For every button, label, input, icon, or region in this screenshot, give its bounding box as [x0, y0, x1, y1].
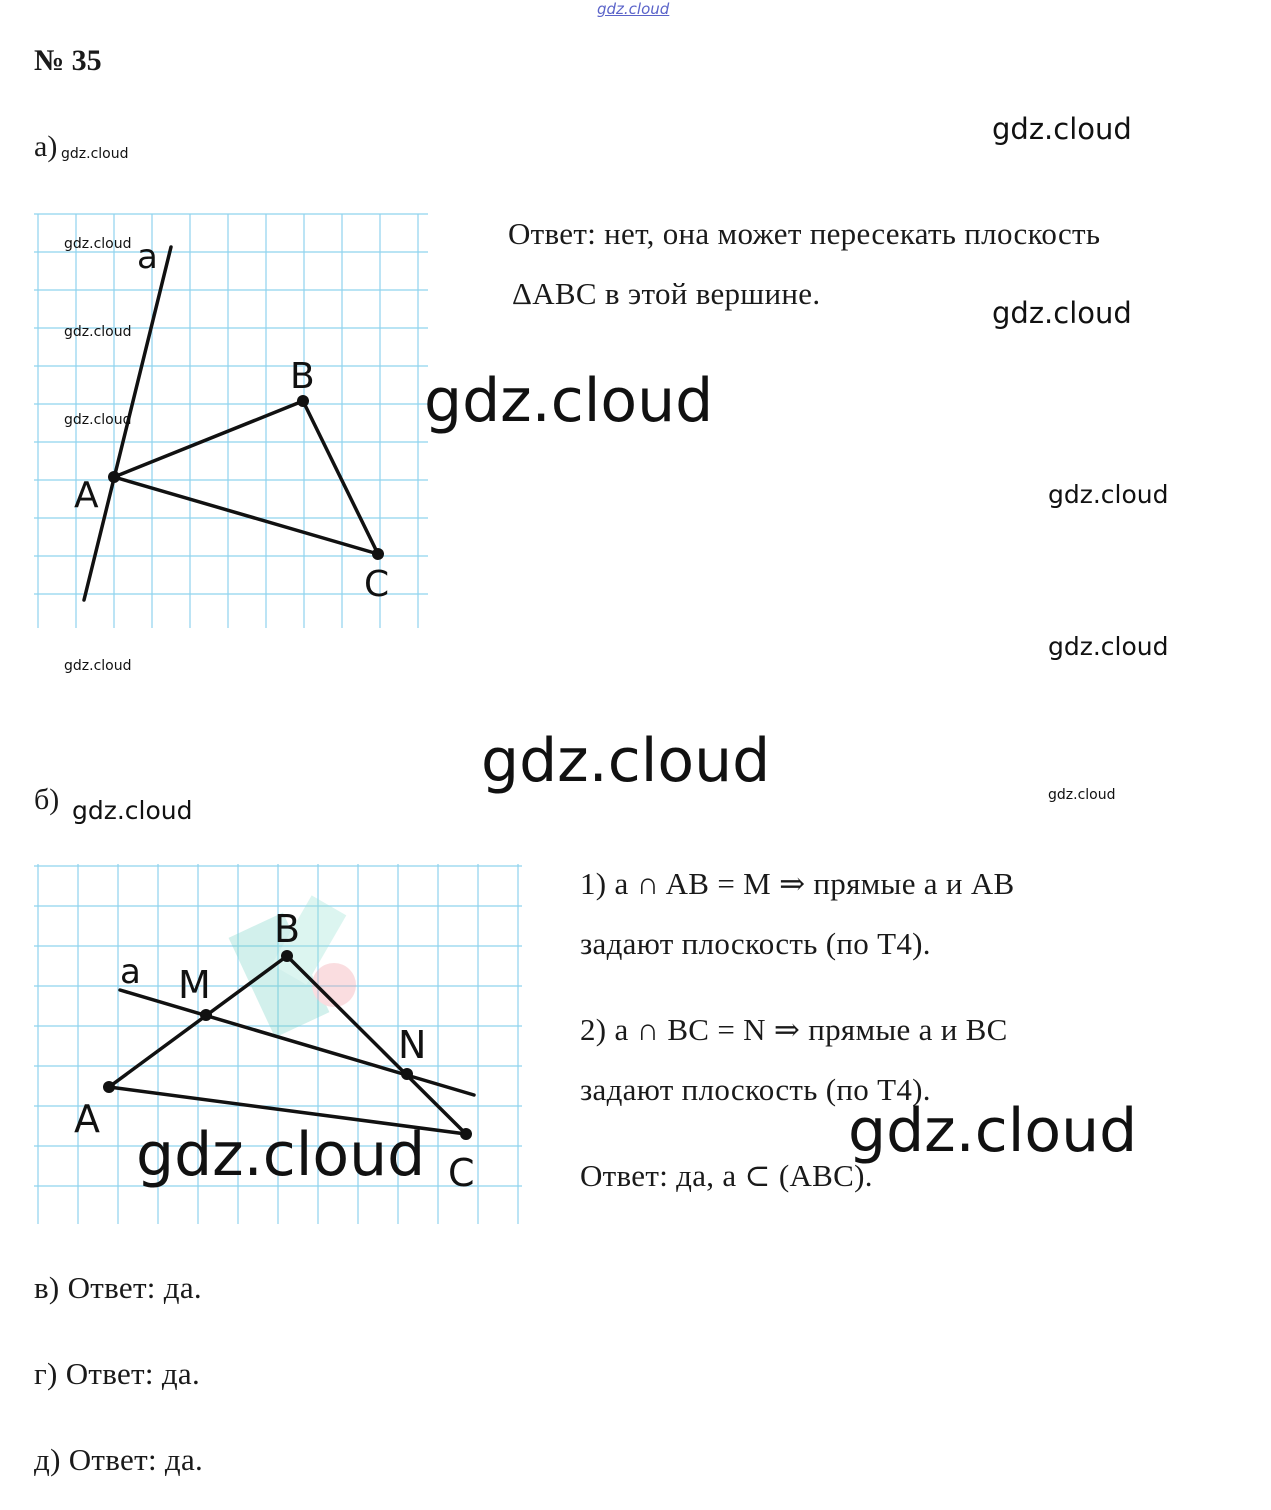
part-a-answer-line1: Ответ: нет, она может пересекать плоскость: [508, 216, 1101, 251]
part-v-answer: в) Ответ: да.: [34, 1270, 202, 1305]
watermark: gdz.cloud: [424, 366, 714, 436]
watermark: gdz.cloud: [848, 1096, 1138, 1166]
part-b-step1-line1: 1) a ∩ AB = M ⇒ прямые a и AB: [580, 866, 1015, 901]
watermark: gdz.cloud: [64, 412, 132, 428]
part-b-answer: Ответ: да, a ⊂ (ABC).: [580, 1158, 873, 1193]
watermark: gdz.cloud: [1048, 632, 1169, 661]
watermark: gdz.cloud: [61, 146, 129, 162]
watermark: gdz.cloud: [64, 324, 132, 340]
part-b-step2-line1: 2) a ∩ BC = N ⇒ прямые a и BC: [580, 1012, 1008, 1047]
label-n: N: [398, 1023, 427, 1067]
watermark: gdz.cloud: [481, 726, 771, 796]
label-c: C: [364, 564, 390, 605]
part-a-answer-line2: ΔABC в этой вершине.: [512, 276, 821, 311]
segment-bc: [287, 956, 466, 1134]
segment-bc: [303, 401, 378, 554]
point-a: [108, 471, 120, 483]
part-a-label: а): [34, 130, 58, 163]
label-line-a: a: [137, 237, 158, 277]
part-d-answer: д) Ответ: да.: [34, 1442, 204, 1477]
label-a: A: [74, 1097, 100, 1141]
watermark: gdz.cloud: [1048, 480, 1169, 509]
watermark: gdz.cloud: [1048, 787, 1116, 803]
part-b-step2-line2: задают плоскость (по Т4).: [580, 1072, 931, 1107]
watermark: gdz.cloud: [992, 296, 1132, 330]
watermark: gdz.cloud: [992, 112, 1132, 146]
point-a: [103, 1081, 115, 1093]
watermark-top: gdz.cloud: [597, 0, 670, 18]
label-a: A: [74, 475, 99, 516]
label-b: B: [290, 356, 315, 397]
label-b: B: [274, 907, 301, 951]
point-m: [200, 1009, 212, 1021]
part-b-step1-line2: задают плоскость (по Т4).: [580, 926, 931, 961]
point-b: [281, 950, 293, 962]
label-line-a: a: [120, 952, 141, 992]
part-b-label: б): [34, 783, 60, 816]
point-n: [401, 1068, 413, 1080]
point-c: [372, 548, 384, 560]
watermark: gdz.cloud: [72, 796, 193, 825]
watermark: gdz.cloud: [64, 658, 132, 674]
part-g-answer: г) Ответ: да.: [34, 1356, 201, 1391]
watermark: gdz.cloud: [64, 236, 132, 252]
point-c: [460, 1128, 472, 1140]
label-c: C: [448, 1151, 475, 1195]
problem-number: № 35: [34, 44, 102, 77]
segment-ab: [114, 401, 303, 477]
part-a-figure: [34, 210, 430, 630]
segment-ac: [114, 477, 378, 554]
watermark: gdz.cloud: [136, 1120, 426, 1190]
label-m: M: [178, 963, 211, 1007]
